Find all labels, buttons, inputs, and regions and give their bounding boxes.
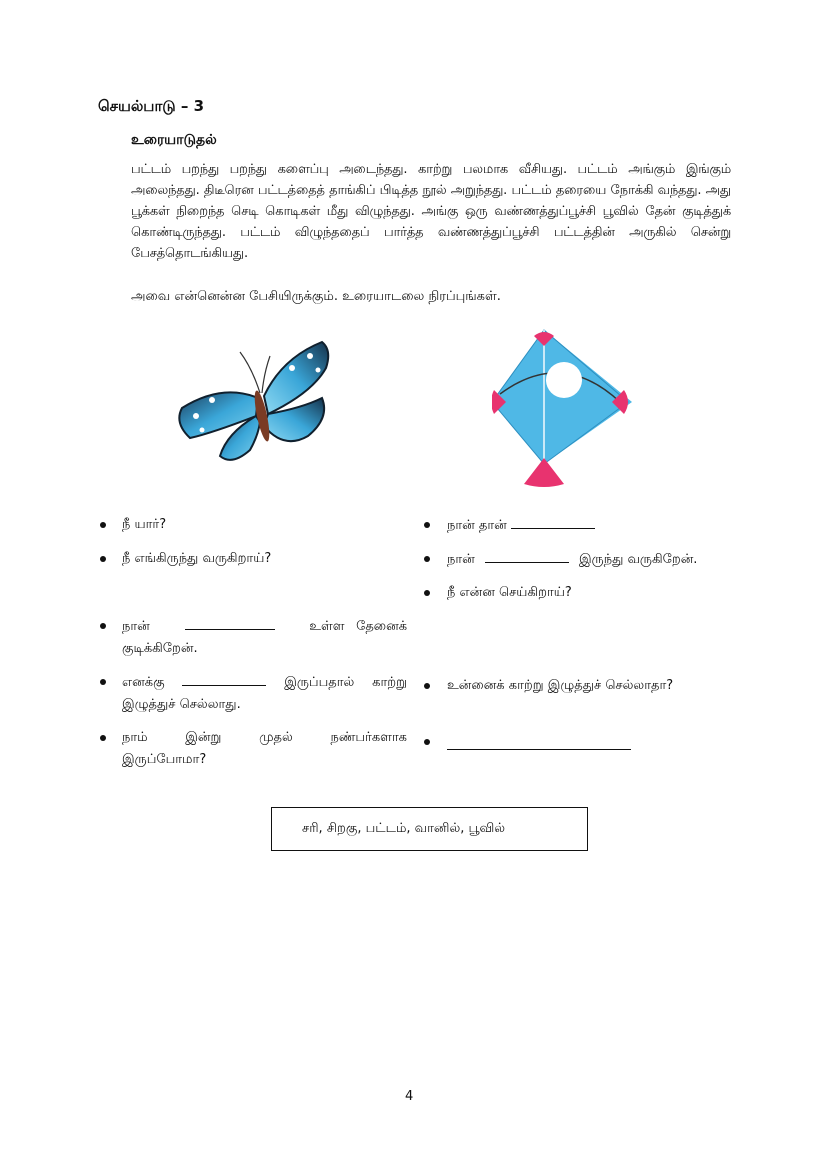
bullet — [100, 735, 106, 741]
bullet — [100, 679, 106, 685]
section-title: உரையாடுதல் — [131, 132, 217, 148]
butterfly-answer-4: எனக்கு இருப்பதால் காற்று இழுத்துச் செல்லாது. — [122, 671, 407, 716]
butterfly-image — [172, 338, 334, 470]
bullet — [100, 556, 106, 562]
story-paragraph: பட்டம் பறந்து பறந்து களைப்பு அடைந்தது. காற்று பலமாக வீசியது. பட்டம் அங்கும் இங்கும் அலைந்தது. திடீரென பட்டத்தைத் தாங்கிப் பிடித்த நூல் அறுந்தது. பட்டம் தரையை நோக்கி வந்தது. அது பூக்கள் நிறைந்த செடி கொடிகள் மீது விழுந்தது. அங்கு ஒரு வண்ணத்துப்பூச்சி பூவில் தேன் குடித்துக் கொண்டிருந்தது. பட்டம் விழுந்ததைப் பார்த்த வண்ணத்துப்பூச்சி பட்டத்தின் அருகில் சென்று பேசத்தொடங்கியது. — [131, 162, 731, 261]
answer-blank[interactable] — [182, 671, 266, 686]
kite-question-3: நீ என்ன செய்கிறாய்? — [447, 585, 572, 600]
kite-image — [492, 328, 634, 488]
kite-answer-1: நான் தான் — [447, 514, 595, 537]
instruction-text: அவை என்னென்ன பேசியிருக்கும். உரையாடலை நிரப்புங்கள். — [131, 289, 501, 304]
answer-blank[interactable] — [447, 735, 631, 750]
bullet — [424, 590, 430, 596]
butterfly-line-5: நாம் இன்று முதல் நண்பர்களாக இருப்போமா? — [122, 730, 407, 767]
bullet — [424, 522, 430, 528]
answer-blank[interactable] — [511, 514, 595, 529]
kite-answer-2: நான் இருந்து வருகிறேன். — [447, 548, 697, 571]
answer-blank[interactable] — [185, 615, 275, 630]
activity-title: செயல்பாடு – 3 — [98, 97, 205, 115]
bullet — [424, 556, 430, 562]
page-number: 4 — [405, 1089, 414, 1104]
answer-blank[interactable] — [485, 548, 569, 563]
bullet — [424, 683, 430, 689]
butterfly-question-2: நீ எங்கிருந்து வருகிறாய்? — [122, 551, 272, 566]
butterfly-question-1: நீ யார்? — [122, 517, 167, 532]
bullet — [100, 623, 106, 629]
bullet — [424, 739, 430, 745]
word-box-text: சரி, சிறகு, பட்டம், வானில், பூவில் — [302, 821, 506, 836]
bullet — [100, 522, 106, 528]
word-box — [271, 807, 588, 851]
butterfly-answer-3: நான் உள்ள தேனைக் குடிக்கிறேன். — [122, 615, 407, 660]
kite-question-4: உன்னைக் காற்று இழுத்துச் செல்லாதா? — [447, 678, 674, 693]
